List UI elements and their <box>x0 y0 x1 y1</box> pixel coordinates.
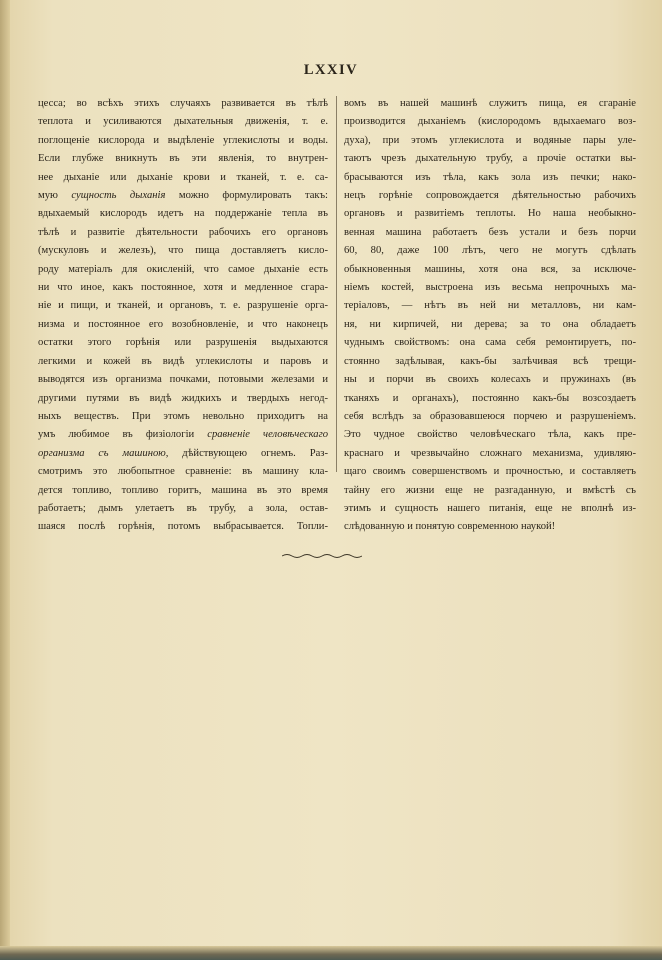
text-line <box>344 445 636 463</box>
text-line <box>38 113 328 131</box>
text-run: другими путями въ видѣ жидкихъ и твердыхъ негод- <box>38 392 328 404</box>
page-binding-edge <box>0 0 10 960</box>
text-run: ни что иное, какъ постоянное, хотя и медленное сгара- <box>38 282 328 294</box>
right-column <box>344 95 636 537</box>
text-run: Если глубже вникнуть въ эти явленія, то внутрен- <box>38 153 328 165</box>
text-line <box>38 482 328 500</box>
text-line <box>38 224 328 242</box>
text-line <box>38 150 328 168</box>
text-line <box>344 205 636 223</box>
text-line <box>38 463 328 481</box>
text-line <box>38 169 328 187</box>
text-run: слѣдованную и понятую современною наукой! <box>344 521 556 533</box>
text-line <box>344 408 636 426</box>
text-run: вомъ въ нашей машинѣ служитъ пища, ея сгараніе <box>344 98 636 109</box>
text-line <box>38 242 328 260</box>
text-line <box>38 261 328 279</box>
text-run: обыкновенныя машины, хотя она вся, за исключе- <box>344 263 636 275</box>
text-line <box>344 371 636 389</box>
text-run: ня, ни кирпичей, ни дерева; за то она обладаетъ <box>344 318 636 330</box>
text-run: ныхъ веществъ. При этомъ невольно приходитъ на <box>38 410 328 422</box>
text-line <box>344 187 636 205</box>
text-run: производится дыханіемъ (кислородомъ вдыхаемаго воз- <box>344 116 636 128</box>
text-line <box>344 150 636 168</box>
text-line <box>344 224 636 242</box>
text-run: умъ любимое въ физіологіи <box>38 429 208 441</box>
italic-emphasis: организма съ машиною, <box>38 447 169 459</box>
text-run: Это чудное свойство человѣческаго тѣла, какъ пре- <box>344 429 636 441</box>
text-run: выводятся изъ организма почками, потовыми железами и <box>38 374 328 386</box>
text-run: себя вслѣдъ за образовавшеюся порчею и разрушеніемъ. <box>344 410 636 422</box>
page-bottom-edge <box>0 946 662 960</box>
text-line <box>38 187 328 205</box>
text-run: шаяся послѣ горѣнія, потомъ выбрасывается. Топли- <box>38 521 328 533</box>
text-run: чуднымъ свойствомъ: она сама себя ремонтируетъ, по- <box>344 337 636 349</box>
text-run: таютъ чрезъ дыхательную трубу, а прочіе остатки вы- <box>344 153 636 165</box>
text-run: дѣйствующею огнемъ. Раз- <box>168 447 328 459</box>
text-run: можно формулировать такъ: <box>165 190 328 202</box>
text-run: теплота и усиливаются дыхательныя движенія, т. е. <box>38 116 328 128</box>
text-line <box>344 261 636 279</box>
text-line <box>38 445 328 463</box>
text-run: венная машина работаетъ безъ устали и безъ порчи <box>344 226 636 238</box>
text-run: нецъ горѣніе сопровождается дѣятельностью рабочихъ <box>344 190 636 202</box>
text-line <box>344 463 636 481</box>
text-line <box>344 518 636 536</box>
left-column <box>38 95 328 537</box>
section-ornament-rule <box>282 553 362 559</box>
text-line <box>38 500 328 518</box>
text-line <box>38 297 328 315</box>
page-number: LXXIV <box>303 62 359 78</box>
text-line <box>344 95 636 113</box>
text-run: этимъ и сущность нашего питанія, еще не вполнѣ из- <box>344 502 636 514</box>
text-line <box>344 316 636 334</box>
text-line <box>344 132 636 150</box>
text-line <box>38 316 328 334</box>
text-line <box>38 95 328 113</box>
text-run: теріаловъ, — нѣтъ въ ней ни металловъ, ни кам- <box>344 300 636 312</box>
text-run: органовъ и развитіемъ теплоты. Но наша необыкно- <box>344 208 636 220</box>
text-run: стоянно задѣлывая, какъ-бы залѣчивая всѣ трещи- <box>344 355 636 367</box>
text-line <box>38 518 328 536</box>
text-line <box>38 205 328 223</box>
text-run: смотримъ это любопытное сравненіе: въ машину кла- <box>38 466 328 478</box>
text-run: работаетъ; дымъ улетаетъ въ трубу, а зола, остав- <box>38 502 328 514</box>
text-line <box>38 426 328 444</box>
text-line <box>38 132 328 150</box>
text-line <box>38 334 328 352</box>
text-run: низма и постоянное его возобновленіе, и что наконецъ <box>38 318 328 330</box>
text-line <box>344 500 636 518</box>
text-run: ніе и пищи, и тканей, и органовъ, т. е. разрушеніе орга- <box>38 300 328 312</box>
text-run: духа), при этомъ углекислота и водяные пары уле- <box>344 134 636 146</box>
text-line <box>344 113 636 131</box>
text-run: ніемъ костей, выстроена изъ весьма непрочныхъ ма- <box>344 282 636 294</box>
text-line <box>344 279 636 297</box>
text-run: вдыхаемый кислородъ идетъ на поддержаніе тепла въ <box>38 208 328 220</box>
text-line <box>38 353 328 371</box>
text-run: тайну его жизни еще не разгаданную, и вмѣстѣ съ <box>344 484 636 496</box>
text-line <box>38 408 328 426</box>
text-run: щаго своимъ совершенствомъ и прочностью, и составляетъ <box>344 466 636 478</box>
text-run: тканяхъ и органахъ), постоянно какъ-бы возсоздаетъ <box>344 392 636 404</box>
text-line <box>344 353 636 371</box>
column-divider <box>336 96 337 472</box>
text-run: остатки этого горѣнія или разрушенія выдыхаются <box>38 337 328 349</box>
text-line <box>344 482 636 500</box>
text-run: дется топливо, топливо горитъ, машина въ это время <box>38 484 328 496</box>
text-run: легкими и кожей въ видѣ углекислоты и паровъ и <box>38 355 328 367</box>
text-run: нее дыханіе или дыханіе крови и тканей, т. е. са- <box>38 171 328 183</box>
text-line <box>344 242 636 260</box>
text-line <box>38 390 328 408</box>
text-run: (мускуловъ и железъ), что пища доставляетъ кисло- <box>38 245 328 257</box>
italic-emphasis: сущность дыханія <box>71 190 166 202</box>
text-run: краснаго и чрезвычайно сложнаго механизма, удивляю- <box>344 447 636 459</box>
text-line <box>38 279 328 297</box>
italic-emphasis: сравненіе человѣческаго <box>207 429 328 441</box>
text-run: роду матеріалъ для окисленій, что самое дыханіе есть <box>38 263 328 275</box>
text-line <box>38 371 328 389</box>
text-run: мую <box>38 190 72 202</box>
text-run: поглощеніе кислорода и выдѣленіе углекислоты и воды. <box>38 134 328 146</box>
text-line <box>344 297 636 315</box>
text-line <box>344 426 636 444</box>
text-run: брасываются изъ тѣла, какъ зола изъ печки; нако- <box>344 171 636 183</box>
text-run: 60, 80, даже 100 лѣтъ, чего не могутъ сдѣлать <box>344 245 636 257</box>
text-line <box>344 390 636 408</box>
text-line <box>344 169 636 187</box>
text-line <box>344 334 636 352</box>
text-run: тѣлѣ и развитіе дѣятельности рабочихъ его органовъ <box>38 226 328 238</box>
text-run: ны и порчи въ своихъ колесахъ и пружинахъ (въ <box>344 374 636 386</box>
text-run: цесса; во всѣхъ этихъ случаяхъ развивается въ тѣлѣ <box>38 98 328 109</box>
